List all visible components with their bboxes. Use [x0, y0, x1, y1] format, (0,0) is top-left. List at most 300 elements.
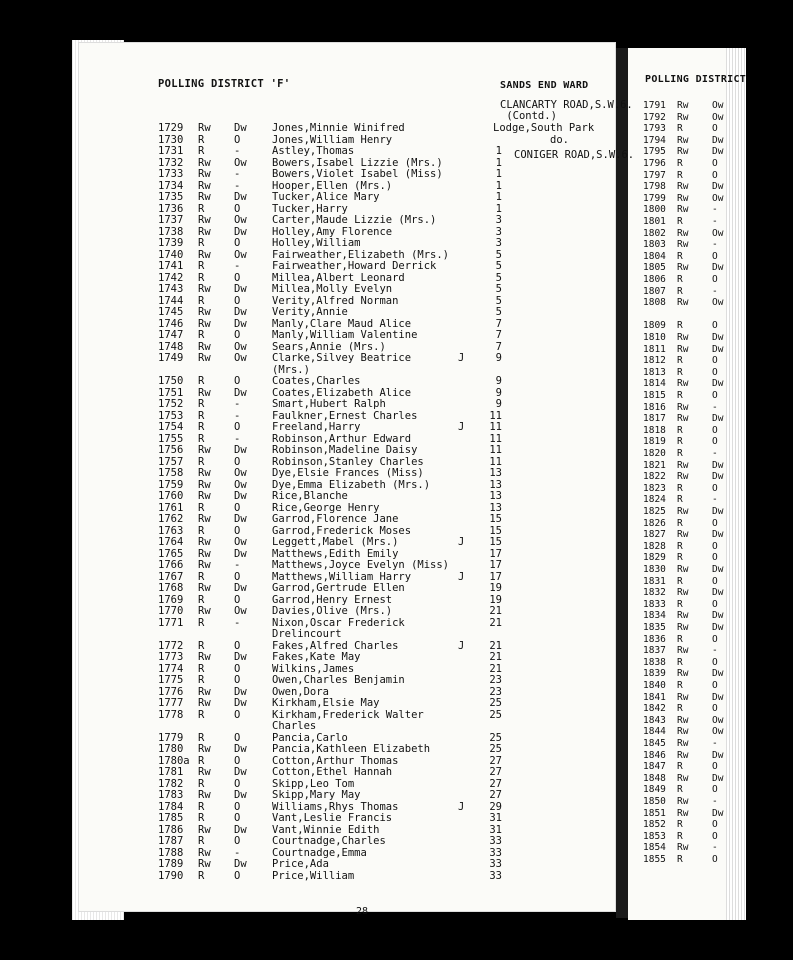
occupation-code: O [234, 754, 241, 767]
occupation-code: O [712, 703, 718, 715]
elector-number: 1810 [643, 332, 666, 343]
qualification-code: Rw [198, 766, 211, 778]
house-number: 5 [495, 306, 502, 318]
elector-number: 1771 [158, 616, 184, 629]
elector-number: 1779 [158, 731, 184, 744]
elector-number: 1731 [158, 145, 184, 157]
elector-name: Kirkham,Elsie May [272, 697, 380, 709]
elector-name: Nixon,Oscar Frederick [272, 616, 405, 629]
juror-mark: J [458, 421, 465, 433]
occupation-code: Ow [712, 100, 724, 111]
elector-number: 1826 [643, 517, 666, 529]
qualification-code: R [677, 123, 683, 135]
occupation-code: Dw [234, 122, 247, 134]
qualification-code: R [677, 482, 683, 494]
elector-number: 1816 [643, 401, 666, 413]
occupation-code: O [712, 436, 718, 448]
elector-name: Faulkner,Ernest Charles [272, 409, 418, 422]
house-number: 33 [489, 846, 502, 859]
qualification-code: Rw [198, 340, 211, 353]
qualification-code: R [198, 639, 205, 652]
elector-number: 1828 [643, 540, 666, 552]
qualification-code: R [677, 598, 683, 610]
elector-number: 1770 [158, 605, 184, 617]
qualification-code: Rw [677, 134, 689, 146]
occupation-code: O [712, 633, 718, 645]
occupation-code: Dw [712, 262, 724, 274]
house-number: 7 [495, 340, 502, 353]
elector-name: Jones,Minnie Winifred [272, 122, 405, 134]
qualification-code: R [677, 169, 683, 181]
occupation-code: Dw [712, 506, 724, 517]
elector-name: Coates,Charles [272, 375, 361, 387]
elector-name: Cotton,Arthur Thomas [272, 754, 399, 767]
qualification-code: Rw [198, 697, 211, 709]
qualification-code: Rw [198, 168, 211, 180]
qualification-code: Rw [677, 691, 689, 703]
qualification-code: R [677, 680, 683, 691]
elector-number: 1817 [643, 413, 666, 425]
house-number: 31 [489, 823, 502, 836]
occupation-code: Dw [712, 622, 724, 633]
elector-name: Pancia,Kathleen Elizabeth [272, 743, 431, 755]
house-number: 1 [495, 145, 502, 157]
ward-heading: SANDS END WARD [500, 80, 589, 91]
house-number: 7 [495, 317, 502, 330]
elector-name: Garrod,Florence Jane [272, 513, 399, 525]
house-number: 29 [489, 800, 502, 813]
elector-number: 1833 [643, 598, 666, 610]
house-number: 21 [489, 605, 502, 617]
elector-number: 1808 [643, 297, 666, 309]
elector-number: 1855 [643, 854, 666, 865]
occupation-code: Dw [712, 691, 724, 703]
elector-number: 1845 [643, 738, 666, 749]
qualification-code: Rw [198, 743, 211, 755]
elector-number: 1750 [158, 375, 184, 387]
elector-name: Matthews,William Harry [272, 570, 412, 583]
elector-name: Owen,Dora [272, 685, 329, 698]
occupation-code: O [234, 812, 241, 824]
qualification-code: Rw [677, 622, 689, 633]
elector-name: Clarke,Silvey Beatrice [272, 352, 412, 364]
qualification-code: R [198, 524, 205, 537]
qualification-code: R [677, 424, 683, 436]
elector-number: 1743 [158, 283, 184, 295]
occupation-code: O [234, 835, 241, 847]
house-number: 19 [489, 593, 502, 606]
qualification-code: Rw [198, 214, 211, 226]
elector-number: 1791 [643, 100, 666, 111]
elector-number: 1793 [643, 123, 666, 135]
elector-name: Rice,George Henry [272, 501, 380, 514]
house-number: 21 [489, 662, 502, 675]
occupation-code: Dw [712, 343, 724, 355]
occupation-code: O [234, 800, 241, 813]
elector-number: 1798 [643, 181, 666, 193]
occupation-code: - [234, 145, 241, 157]
house-number: Lodge,South Park [493, 122, 595, 134]
elector-number: 1784 [158, 800, 184, 813]
qualification-code: Rw [198, 225, 211, 238]
qualification-code: R [677, 448, 683, 459]
qualification-code: R [198, 294, 205, 307]
elector-name: Williams,Rhys Thomas [272, 800, 399, 813]
qualification-code: Rw [677, 459, 689, 471]
qualification-code: Rw [198, 306, 211, 318]
elector-number: 1815 [643, 390, 666, 401]
occupation-code: O [712, 482, 718, 494]
house-number: 13 [489, 501, 502, 514]
elector-name: Coates,Elizabeth Alice [272, 386, 412, 399]
elector-number: 1811 [643, 343, 666, 355]
house-number: 11 [489, 421, 502, 433]
elector-number: 1818 [643, 424, 666, 436]
occupation-code: O [712, 680, 718, 691]
occupation-code: Dw [234, 547, 247, 560]
elector-number: 1801 [643, 216, 666, 227]
qualification-code: Rw [198, 605, 211, 617]
elector-number: 1786 [158, 823, 184, 836]
qualification-code: R [198, 674, 205, 686]
occupation-code: O [234, 777, 241, 790]
elector-number: 1827 [643, 529, 666, 541]
occupation-code: O [234, 674, 241, 686]
elector-number: 1766 [158, 559, 184, 571]
elector-number: 1819 [643, 436, 666, 448]
occupation-code: O [712, 517, 718, 529]
book-gutter [616, 48, 628, 918]
house-number: 15 [489, 524, 502, 537]
occupation-code: - [712, 216, 718, 227]
occupation-code: - [712, 645, 718, 657]
elector-number: 1829 [643, 552, 666, 564]
qualification-code: Rw [198, 490, 211, 502]
elector-number: 1830 [643, 564, 666, 575]
elector-number: 1802 [643, 227, 666, 239]
elector-name: Carter,Maude Lizzie (Mrs.) [272, 214, 437, 226]
qualification-code: Rw [677, 146, 689, 158]
occupation-code: O [234, 421, 241, 433]
occupation-code: Dw [712, 610, 724, 622]
qualification-code: Rw [677, 564, 689, 575]
elector-name: Courtnadge,Emma [272, 846, 367, 859]
qualification-code: Rw [677, 772, 689, 784]
juror-mark: J [458, 639, 465, 652]
elector-number: 1740 [158, 248, 184, 261]
house-number: 23 [489, 685, 502, 698]
occupation-code: Ow [234, 352, 247, 364]
house-number: 25 [489, 708, 502, 721]
elector-number: 1769 [158, 593, 184, 606]
elector-number: 1804 [643, 250, 666, 262]
house-number: 1 [495, 168, 502, 180]
elector-number: 1754 [158, 421, 184, 433]
qualification-code: R [677, 784, 683, 796]
occupation-code: Ow [234, 214, 247, 226]
qualification-code: R [198, 616, 205, 629]
occupation-code: O [712, 366, 718, 378]
page-number: 28 [356, 906, 369, 917]
house-number: 33 [489, 869, 502, 882]
elector-name: Cotton,Ethel Hannah [272, 766, 393, 778]
qualification-code: Rw [198, 559, 211, 571]
elector-number: 1741 [158, 260, 184, 272]
occupation-code: Dw [234, 444, 247, 456]
house-number: 3 [495, 237, 502, 249]
occupation-code: Dw [712, 471, 724, 483]
qualification-code: R [677, 355, 683, 367]
occupation-code: O [234, 271, 241, 284]
elector-name: Hooper,Ellen (Mrs.) [272, 179, 393, 192]
occupation-code: Dw [234, 283, 247, 295]
qualification-code: R [198, 593, 205, 606]
house-number: 25 [489, 731, 502, 744]
occupation-code: - [712, 738, 718, 749]
elector-number: 1757 [158, 455, 184, 468]
elector-number: 1843 [643, 714, 666, 726]
qualification-code: Rw [677, 111, 689, 123]
occupation-code: - [234, 168, 241, 180]
house-number: 25 [489, 697, 502, 709]
elector-number: 1814 [643, 378, 666, 390]
elector-number: 1799 [643, 192, 666, 204]
qualification-code: R [677, 656, 683, 668]
house-number: 27 [489, 777, 502, 790]
house-number: do. [550, 133, 569, 146]
elector-number: 1736 [158, 202, 184, 215]
elector-name: Robinson,Madeline Daisy [272, 444, 418, 456]
occupation-code: O [234, 202, 241, 215]
occupation-code: Ow [712, 297, 724, 309]
qualification-code: R [198, 812, 205, 824]
occupation-code: O [712, 761, 718, 773]
house-number: 21 [489, 651, 502, 663]
elector-name: Matthews,Edith Emily [272, 547, 399, 560]
house-number: 11 [489, 432, 502, 445]
house-number: 13 [489, 490, 502, 502]
elector-number: 1773 [158, 651, 184, 663]
occupation-code: Dw [234, 823, 247, 836]
elector-number: 1776 [158, 685, 184, 698]
elector-number: 1842 [643, 703, 666, 715]
elector-number: 1753 [158, 409, 184, 422]
occupation-code: Dw [234, 685, 247, 698]
elector-name: Garrod,Gertrude Ellen [272, 582, 405, 594]
polling-district-heading: POLLING DISTRICT 'F' [158, 78, 291, 90]
occupation-code: O [712, 854, 718, 865]
occupation-code: O [234, 662, 241, 675]
occupation-code: O [712, 123, 718, 135]
house-number: 5 [495, 260, 502, 272]
elector-name: Wilkins,James [272, 662, 355, 675]
street-name: CLANCARTY ROAD,S.W.6. (Contd.) [500, 99, 633, 122]
elector-number: 1778 [158, 708, 184, 721]
elector-number: 1748 [158, 340, 184, 353]
qualification-code: Rw [198, 283, 211, 295]
elector-number: 1825 [643, 506, 666, 517]
qualification-code: R [198, 375, 205, 387]
elector-number: 1737 [158, 214, 184, 226]
qualification-code: R [677, 216, 683, 227]
qualification-code: Rw [198, 122, 211, 134]
qualification-code: Rw [677, 842, 689, 854]
elector-number: 1809 [643, 320, 666, 332]
elector-number: 1844 [643, 726, 666, 738]
occupation-code: O [712, 784, 718, 796]
house-number: 5 [495, 248, 502, 261]
elector-name: Price,William [272, 869, 355, 882]
qualification-code: R [198, 133, 205, 146]
qualification-code: Rw [677, 332, 689, 343]
elector-number: 1767 [158, 570, 184, 583]
occupation-code: O [712, 320, 718, 332]
elector-number: 1836 [643, 633, 666, 645]
house-number: 21 [489, 616, 502, 629]
house-number: 1 [495, 179, 502, 192]
elector-number: 1821 [643, 459, 666, 471]
elector-number: 1838 [643, 656, 666, 668]
elector-number: 1849 [643, 784, 666, 796]
elector-number: 1760 [158, 490, 184, 502]
elector-number: 1763 [158, 524, 184, 537]
occupation-code: Dw [234, 225, 247, 238]
occupation-code: - [712, 285, 718, 297]
qualification-code: R [198, 260, 205, 272]
occupation-code: O [712, 355, 718, 367]
occupation-code: O [712, 250, 718, 262]
elector-number: 1764 [158, 536, 184, 548]
occupation-code: - [234, 559, 241, 571]
elector-name: Kirkham,Frederick Walter [272, 708, 424, 721]
qualification-code: Rw [677, 587, 689, 599]
qualification-code: Rw [198, 386, 211, 399]
elector-name: Rice,Blanche [272, 490, 348, 502]
elector-name: Fakes,Kate May [272, 651, 361, 663]
elector-name: Skipp,Leo Tom [272, 777, 355, 790]
house-number: 15 [489, 513, 502, 525]
facing-page-edge [726, 48, 746, 920]
qualification-code: Rw [198, 582, 211, 594]
occupation-code: O [712, 424, 718, 436]
qualification-code: R [677, 552, 683, 564]
qualification-code: Rw [677, 738, 689, 749]
elector-number: 1780a [158, 754, 190, 767]
qualification-code: Rw [198, 685, 211, 698]
occupation-code: O [712, 158, 718, 169]
elector-number: 1781 [158, 766, 184, 778]
elector-number: 1756 [158, 444, 184, 456]
qualification-code: Rw [677, 807, 689, 819]
qualification-code: Rw [198, 248, 211, 261]
house-number: 1 [495, 202, 502, 215]
elector-number: 1835 [643, 622, 666, 633]
occupation-code: Ow [234, 340, 247, 353]
elector-name: Tucker,Alice Mary [272, 191, 380, 203]
occupation-code: O [712, 656, 718, 668]
house-number: 9 [495, 352, 502, 364]
elector-name: Vant,Winnie Edith [272, 823, 380, 836]
qualification-code: Rw [198, 651, 211, 663]
qualification-code: R [677, 390, 683, 401]
qualification-code: Rw [677, 239, 689, 251]
elector-number: 1796 [643, 158, 666, 169]
elector-number: 1831 [643, 575, 666, 587]
occupation-code: - [234, 260, 241, 272]
qualification-code: Rw [677, 262, 689, 274]
house-number: 21 [489, 639, 502, 652]
qualification-code: Rw [198, 789, 211, 801]
qualification-code: Rw [198, 317, 211, 330]
elector-name: Astley,Thomas [272, 145, 355, 157]
occupation-code: Dw [712, 181, 724, 193]
elector-name: Verity,Annie [272, 306, 348, 318]
elector-name: Matthews,Joyce Evelyn (Miss) [272, 559, 450, 571]
elector-number: 1785 [158, 812, 184, 824]
elector-name: Fakes,Alfred Charles [272, 639, 399, 652]
qualification-code: R [677, 761, 683, 773]
elector-number: 1854 [643, 842, 666, 854]
occupation-code: O [234, 524, 241, 537]
elector-number: 1775 [158, 674, 184, 686]
elector-number: 1735 [158, 191, 184, 203]
elector-number: 1790 [158, 869, 184, 882]
house-number: 3 [495, 214, 502, 226]
elector-number: 1805 [643, 262, 666, 274]
qualification-code: R [677, 285, 683, 297]
occupation-code: O [712, 552, 718, 564]
elector-number: 1813 [643, 366, 666, 378]
occupation-code: - [712, 796, 718, 807]
qualification-code: R [198, 202, 205, 215]
elector-name: Leggett,Mabel (Mrs.) [272, 536, 399, 548]
elector-name: Drelincourt [272, 628, 342, 640]
elector-number: 1840 [643, 680, 666, 691]
occupation-code: O [234, 237, 241, 249]
elector-name: Pancia,Carlo [272, 731, 348, 744]
occupation-code: Dw [234, 490, 247, 502]
occupation-code: O [712, 575, 718, 587]
occupation-code: - [712, 204, 718, 216]
occupation-code: Dw [712, 332, 724, 343]
elector-number: 1762 [158, 513, 184, 525]
elector-number: 1747 [158, 329, 184, 341]
qualification-code: R [677, 517, 683, 529]
elector-number: 1823 [643, 482, 666, 494]
house-number: 27 [489, 766, 502, 778]
qualification-code: Rw [677, 668, 689, 680]
elector-name: Millea,Albert Leonard [272, 271, 405, 284]
elector-number: 1780 [158, 743, 184, 755]
occupation-code: Ow [712, 192, 724, 204]
elector-number: 1752 [158, 398, 184, 410]
qualification-code: R [198, 570, 205, 583]
occupation-code: O [234, 593, 241, 606]
qualification-code: R [198, 754, 205, 767]
elector-name: Bowers,Isabel Lizzie (Mrs.) [272, 156, 443, 169]
house-number: 5 [495, 283, 502, 295]
qualification-code: Rw [198, 156, 211, 169]
qualification-code: R [198, 271, 205, 284]
house-number: 5 [495, 294, 502, 307]
elector-name: Holley,Amy Florence [272, 225, 393, 238]
occupation-code: O [234, 731, 241, 744]
qualification-code: Rw [198, 547, 211, 560]
elector-number: 1732 [158, 156, 184, 169]
house-number: 33 [489, 858, 502, 870]
elector-number: 1851 [643, 807, 666, 819]
house-number: 9 [495, 375, 502, 387]
